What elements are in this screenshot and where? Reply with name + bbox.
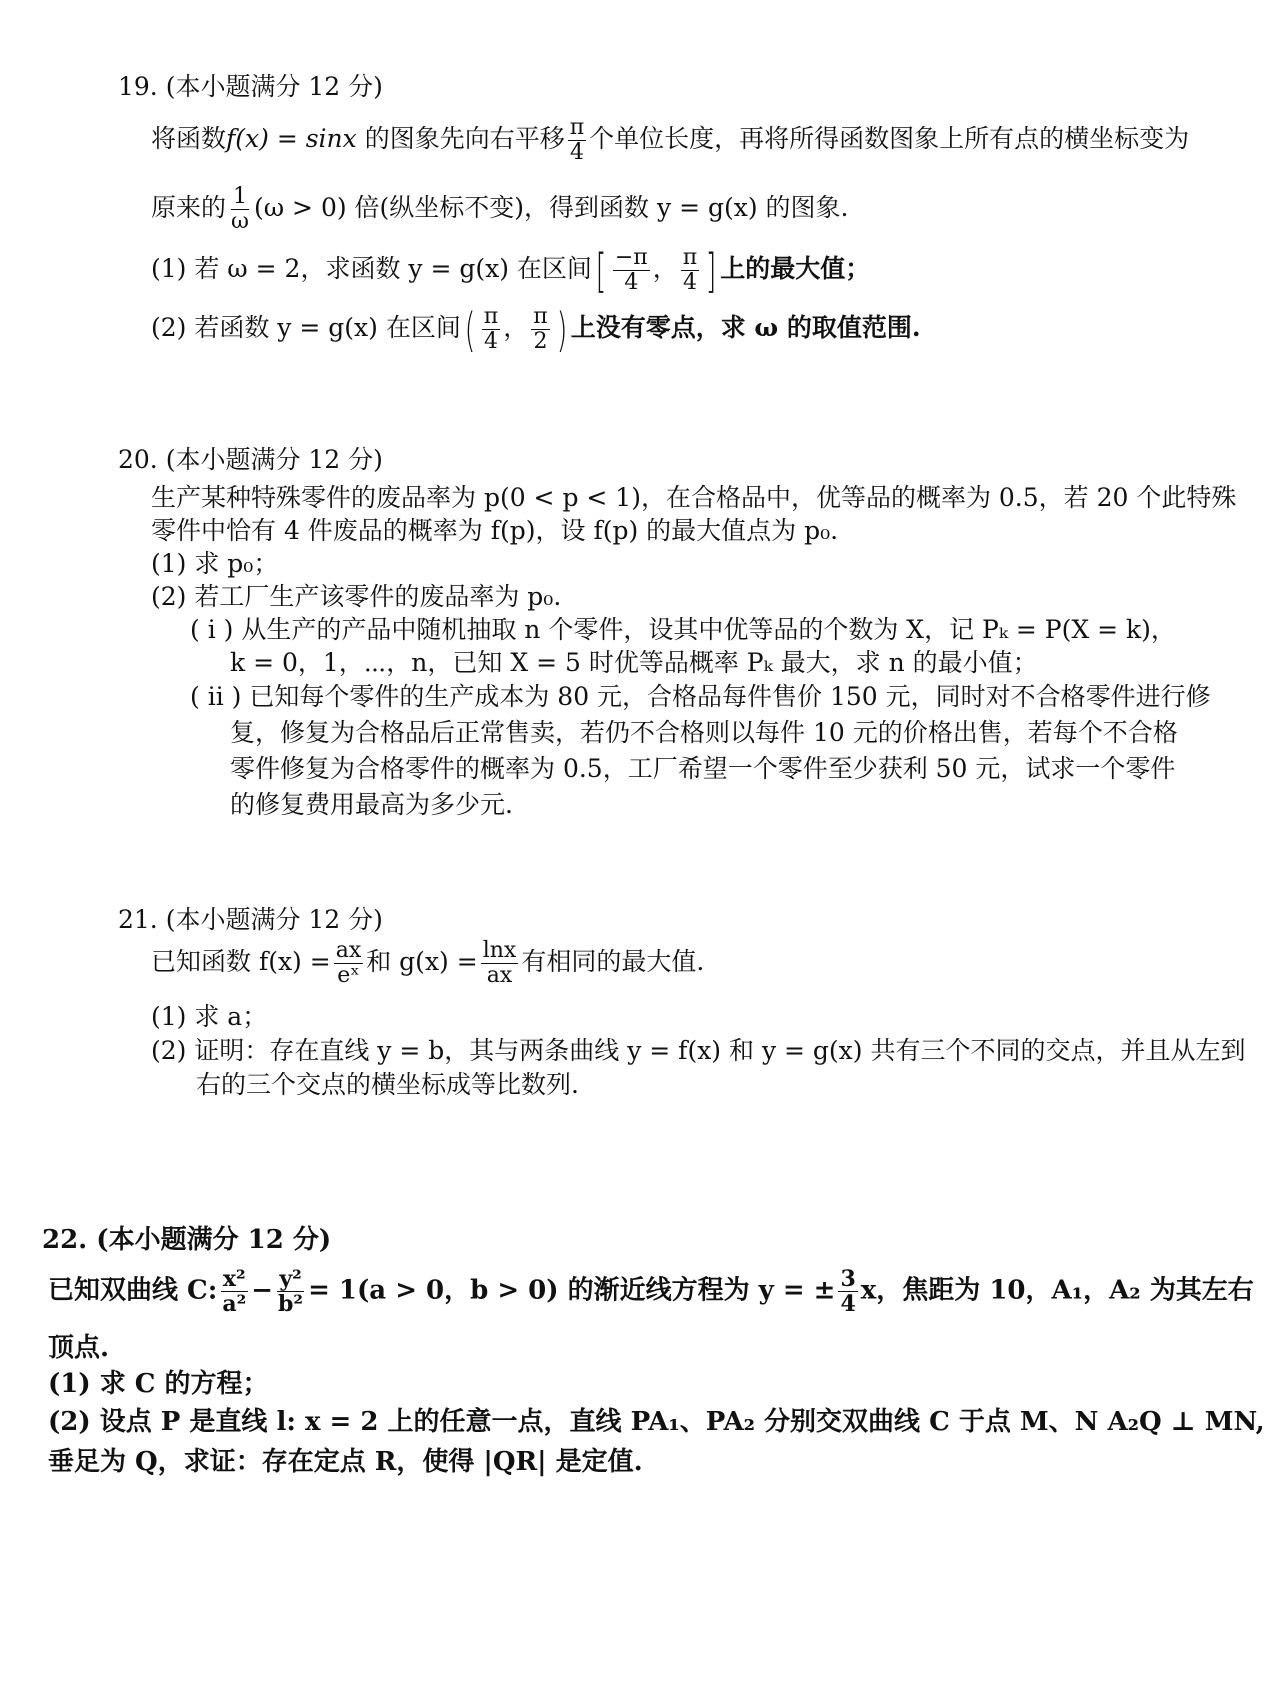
q21-part-2: (2) 证明：存在直线 y = b，其与两条曲线 y = f(x) 和 y = g(x) 共有三个不同的交点，并且从左到 [151, 1036, 1246, 1065]
q21-frac-g-den: ax [486, 963, 513, 988]
q19-l1-fraction [568, 116, 586, 165]
q19-line-2 [118, 185, 1118, 234]
q22-frac-slope-den: 4 [840, 1291, 856, 1317]
q21-frac-f-num: ax [335, 938, 362, 963]
q22-frac-slope-num: 3 [840, 1266, 856, 1292]
q22-fraction-slope [838, 1267, 857, 1316]
q19-l2-text-a: 原来的 [151, 193, 227, 222]
q19-p1-fraction-2 [681, 246, 699, 295]
q21-part-1: (1) 求 a； [151, 1002, 268, 1031]
q21-fraction-f [334, 939, 364, 988]
q19-l1-text-c: 的图象先向右平移 [356, 124, 565, 153]
q21-frac-f-den: eˣ [337, 963, 360, 988]
q19-l2-fraction [229, 185, 251, 234]
question-19 [118, 72, 1190, 357]
q19-l2-frac-den: ω [231, 209, 249, 234]
q22-minus-sign: − [251, 1275, 274, 1306]
q22-fraction-x [220, 1267, 248, 1316]
question-22 [42, 1225, 1265, 1482]
question-20 [118, 445, 1237, 823]
q22-line-2: 顶点. [48, 1333, 110, 1363]
q21-fraction-g [481, 939, 519, 988]
q19-p1-frac2-num: π [682, 245, 698, 270]
q19-l1-frac-den: 4 [569, 140, 584, 165]
q21-frac-g-num: lnx [482, 938, 517, 963]
q22-frac-y-den: b² [278, 1291, 304, 1317]
q19-l1-frac-num: π [569, 115, 585, 140]
q19-p2-frac2-num: π [533, 304, 548, 329]
q21-l1-text-a: 已知函数 f(x) = [151, 947, 331, 976]
q20-sub-i-line-1: ( ⅰ ) 从生产的产品中随机抽取 n 个零件，设其中优等品的个数为 X，记 Pₖ = P(X = k)， [190, 615, 1176, 644]
q19-l1-text-a: 将函数 [151, 124, 227, 153]
q19-p2-text-a: (2) 若函数 y = g(x) 在区间 [151, 313, 461, 342]
q19-p1-right-bracket: ] [705, 243, 717, 298]
q20-sub-ii-line-2: 复，修复为合格品后正常售卖，若仍不合格则以每件 10 元的价格出售，若每个不合格 [230, 718, 1178, 747]
q19-part-2 [118, 302, 1118, 357]
q20-part-2: (2) 若工厂生产该零件的废品率为 p₀. [151, 582, 562, 611]
q22-part-2: (2) 设点 P 是直线 l: x = 2 上的任意一点，直线 PA₁、PA₂ 分别交双曲线 C 于点 M、N A₂Q ⊥ MN, [48, 1407, 1265, 1437]
q20-line-1: 生产某种特殊零件的废品率为 p(0 < p < 1)，在合格品中，优等品的概率为 0.5，若 20 个此特殊 [151, 483, 1237, 512]
q22-part-2-cont: 垂足为 Q，求证：存在定点 R，使得 |QR| 是定值. [48, 1447, 643, 1477]
q21-part-2-cont: 右的三个交点的横坐标成等比数列. [196, 1070, 579, 1099]
question-19-header: 19. (本小题满分 12 分) [118, 72, 383, 101]
q19-p2-fraction-2 [531, 305, 549, 354]
q20-sub-ii-line-1: ( ⅱ ) 已知每个零件的生产成本为 80 元，合格品每件售价 150 元，同时对不合格零件进行修 [190, 682, 1211, 711]
q19-p2-fraction-1 [482, 305, 500, 354]
q19-p2-frac2-den: 2 [533, 329, 548, 354]
q21-l1-text-c: 有相同的最大值. [521, 947, 705, 976]
q20-line-2: 零件中恰有 4 件废品的概率为 f(p)，设 f(p) 的最大值点为 p₀. [151, 516, 839, 545]
q22-frac-x-num: x² [222, 1266, 246, 1292]
q19-p1-frac1-num: −π [614, 245, 648, 270]
q19-p1-text-a: (1) 若 ω = 2，求函数 y = g(x) 在区间 [151, 254, 592, 283]
q19-p2-frac1-num: π [483, 304, 499, 329]
q22-l1-text-c: x，焦距为 10，A₁，A₂ 为其左右 [860, 1275, 1254, 1306]
q19-p2-comma: ， [503, 313, 529, 342]
q19-part-1 [118, 243, 1118, 298]
question-22-header: 22. (本小题满分 12 分) [42, 1225, 332, 1255]
q20-sub-ii-line-3: 零件修复为合格零件的概率为 0.5，工厂希望一个零件至少获利 50 元，试求一个零件 [230, 754, 1176, 783]
q19-l2-text-b: (ω > 0) 倍(纵坐标不变)，得到函数 y = g(x) 的图象. [253, 193, 849, 222]
question-20-header: 20. (本小题满分 12 分) [118, 445, 383, 474]
q19-p2-right-paren: ) [556, 302, 568, 357]
q19-p2-text-b: 上没有零点，求 ω 的取值范围. [570, 313, 921, 342]
q22-part-1: (1) 求 C 的方程； [48, 1369, 269, 1399]
q21-l1-text-b: 和 g(x) = [366, 947, 478, 976]
q19-p1-left-bracket: [ [595, 243, 607, 298]
q22-l1-text-a: 已知双曲线 C: [48, 1275, 218, 1306]
q22-fraction-y [276, 1267, 305, 1316]
q21-line-1 [118, 939, 1118, 988]
q20-part-1: (1) 求 p₀； [151, 549, 279, 578]
q20-sub-ii-line-4: 的修复费用最高为多少元. [230, 790, 513, 819]
q22-l1-text-b: = 1(a > 0，b > 0) 的渐近线方程为 y = ± [308, 1275, 836, 1306]
q20-sub-i-line-2: k = 0，1，⋯，n，已知 X = 5 时优等品概率 Pₖ 最大，求 n 的最小值； [230, 648, 1038, 677]
q19-p1-frac2-den: 4 [683, 270, 698, 295]
q19-p1-fraction-1 [613, 246, 650, 295]
q19-line-1 [118, 115, 1190, 165]
question-21 [118, 905, 1246, 1102]
q19-p1-text-b: 上的最大值； [720, 254, 871, 283]
q19-l1-func: f(x) = sinx [226, 124, 357, 153]
question-21-header: 21. (本小题满分 12 分) [118, 905, 383, 934]
q22-line-1 [42, 1266, 1254, 1317]
q19-l1-text-d: 个单位长度，再将所得函数图象上所有点的横坐标变为 [589, 124, 1190, 153]
q19-p1-frac1-den: 4 [624, 270, 639, 295]
q19-l2-frac-num: 1 [232, 184, 247, 209]
q22-frac-y-num: y² [279, 1266, 302, 1292]
q19-p1-comma: ， [652, 254, 678, 283]
q19-p2-left-paren: ( [464, 302, 476, 357]
q22-frac-x-den: a² [222, 1291, 247, 1317]
q19-p2-frac1-den: 4 [484, 329, 499, 354]
